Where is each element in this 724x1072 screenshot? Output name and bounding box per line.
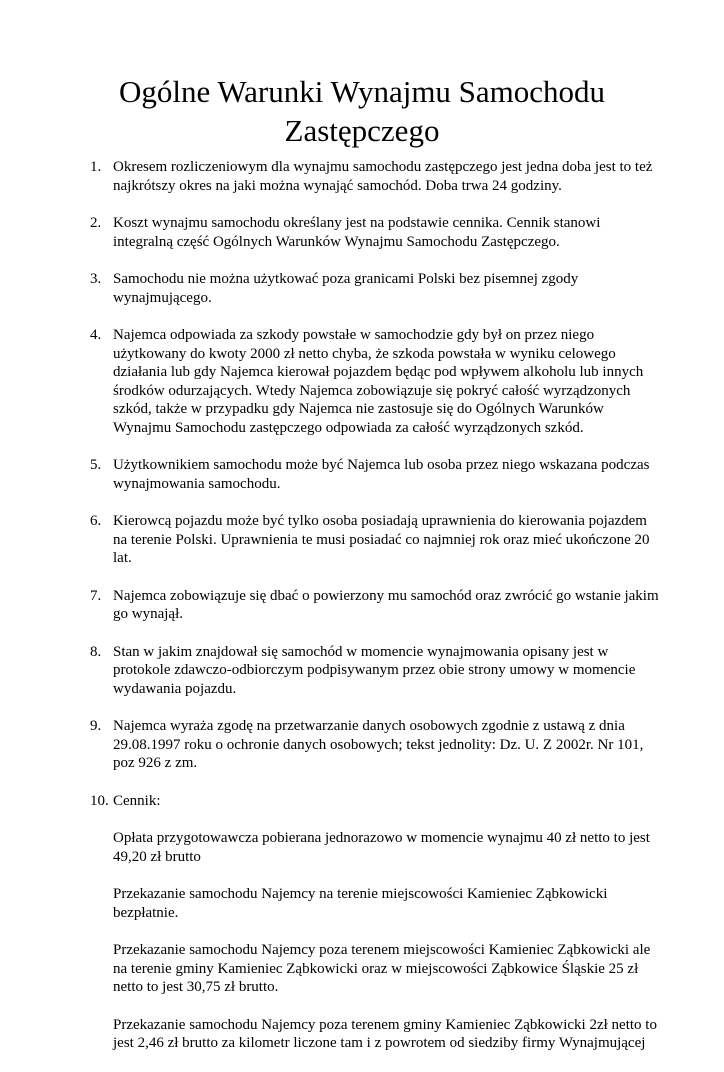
item-number: 9. [90,718,102,734]
item-text: Koszt wynajmu samochodu określany jest na podstawie cennika. Cennik stanowi integralną część Ogólnych Warunków Wynajmu Samochodu Zastępczego. [113,215,601,250]
item-number: 5. [90,457,102,473]
item-text: Okresem rozliczeniowym dla wynajmu samochodu zastępczego jest jedna doba jest to też najkrótszy okres na jaki można wynająć samochód. Doba trwa 24 godziny. [113,159,653,194]
list-item [0,270,724,307]
terms-list [0,158,724,1072]
item-number: 10. [90,792,109,809]
title-line-1: Ogólne Warunki Wynajmu Samochodu [118,74,606,109]
list-item [0,158,724,195]
item-text: Najemca zobowiązuje się dbać o powierzony mu samochód oraz zwrócić go wstanie jakim go wynajął. [113,587,659,622]
item-text: Najemca odpowiada za szkody powstałe w samochodzie gdy był on przez niego użytkowany do kwoty 2000 zł netto chyba, że szkoda powstała w wyniku celowego działania lub gdy Najemca kierował pojazdem będąc pod wpływem alkoholu lub innych środków odurzających. Wtedy Najemca zobowiązuje się pokryć całość wyrządzonych szkód, także w przypadku gdy Najemca nie zastosuje się do Ogólnych Warunków Wynajmu Samochodu zastępczego odpowiada za całość wyrządzonych szkód. [113,327,644,436]
item-text: Stan w jakim znajdował się samochód w momencie wynajmowania opisany jest w protokole zdawczo-odbiorczym podpisywanym przez obie strony umowy w momencie wydawania pojazdu. [113,643,636,697]
cennik-section [0,792,724,1053]
item-number: 4. [90,327,102,343]
cennik-paragraph: Przekazanie samochodu Najemcy na terenie miejscowości Kamieniec Ząbkowicki bezpłatnie. [113,886,608,921]
item-text: Samochodu nie można użytkować poza granicami Polski bez pisemnej zgody wynajmującego. [113,271,579,306]
cennik-label: Cennik: [113,792,161,809]
cennik-paragraph: Opłata przygotowawcza pobierana jednorazowo w momencie wynajmu 40 zł netto to jest 49,20 zł brutto [113,830,650,865]
item-number: 3. [90,271,102,287]
list-item [0,512,724,568]
title-line-2: Zastępczego [284,113,440,148]
cennik-paragraph: Przekazanie samochodu Najemcy poza terenem gminy Kamieniec Ząbkowicki 2zł netto to jest 2,46 zł brutto za kilometr liczone tam i z powrotem od siedziby firmy Wynajmującej [113,1016,657,1051]
item-text: Użytkownikiem samochodu może być Najemca lub osoba przez niego wskazana podczas wynajmowania samochodu. [113,457,650,492]
list-item [0,214,724,251]
item-number: 8. [90,643,102,660]
item-text: Kierowcą pojazdu może być tylko osoba posiadają uprawnienia do kierowania pojazdem na terenie Polski. Uprawnienia te musi posiadać co najmniej rok oraz mieć ukończone 20 lat. [113,513,650,566]
list-item [0,456,724,493]
item-number: 7. [90,587,102,604]
item-number: 6. [90,513,102,529]
item-number: 1. [90,159,102,175]
page-title [0,72,724,150]
item-text: Najemca wyraża zgodę na przetwarzanie danych osobowych zgodnie z ustawą z dnia 29.08.1997 roku o ochronie danych osobowych; tekst jednolity: Dz. U. Z 2002r. Nr 101, poz 926 z zm. [113,718,644,771]
cennik-paragraph: Przekazanie samochodu Najemcy poza terenem miejscowości Kamieniec Ząbkowicki ale na terenie gminy Kamieniec Ząbkowicki oraz w miejscowości Ząbkowice Śląskie 25 zł netto to jest 30,75 zł brutto. [113,942,651,995]
list-item [0,587,724,624]
list-item [0,643,724,699]
list-item [0,717,724,773]
list-item [0,326,724,437]
item-number: 2. [90,215,102,231]
